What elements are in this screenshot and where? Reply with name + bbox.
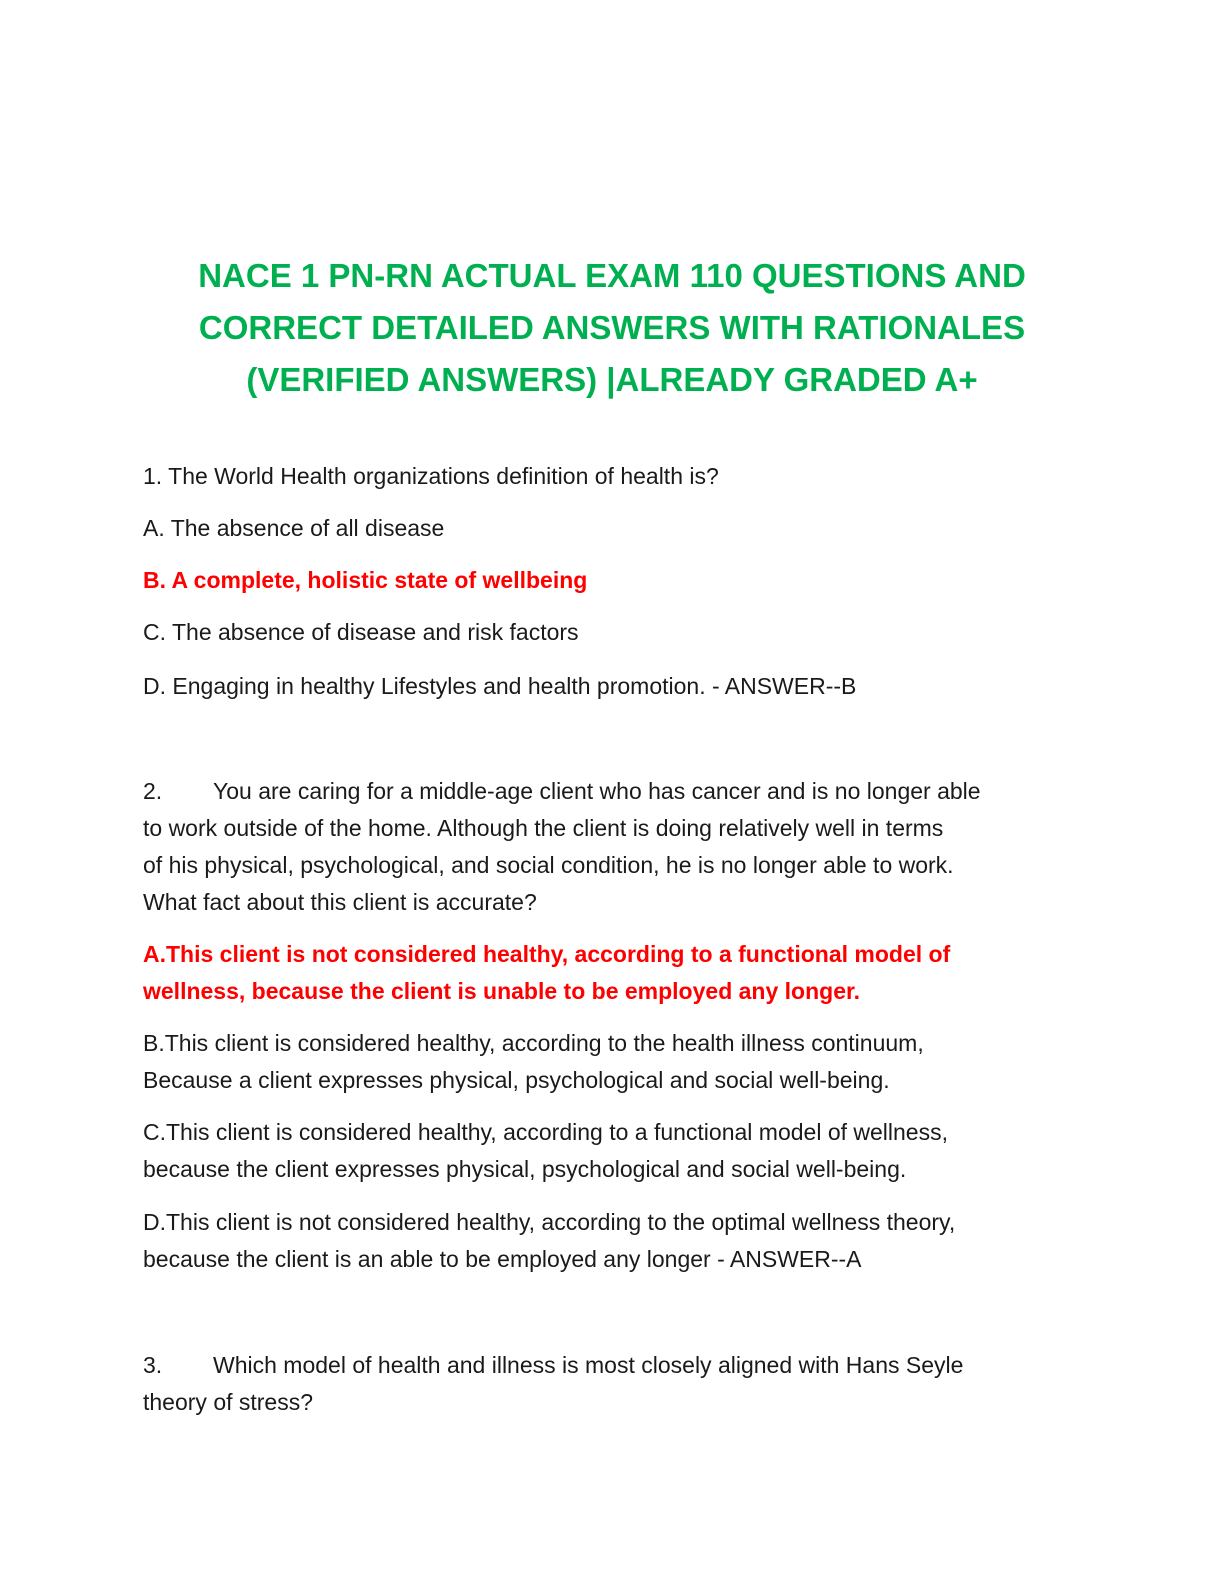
question-1-option-c: C. The absence of disease and risk factors xyxy=(143,619,579,645)
question-3-stem-line: theory of stress? xyxy=(143,1389,314,1415)
title-line: NACE 1 PN-RN ACTUAL EXAM 110 QUESTIONS AND xyxy=(198,257,1026,294)
title-line: (VERIFIED ANSWERS) |ALREADY GRADED A+ xyxy=(246,361,978,398)
question-2-stem-line: What fact about this client is accurate? xyxy=(143,889,537,915)
question-2-option-d: because the client is an able to be employed any longer - ANSWER--A xyxy=(143,1246,862,1272)
question-2-option-b: B.This client is considered healthy, according to the health illness continuum, xyxy=(143,1030,924,1056)
question-2-stem-line: to work outside of the home. Although the client is doing relatively well in terms xyxy=(143,815,944,841)
question-3-stem-line xyxy=(143,1347,963,1384)
document-title xyxy=(120,250,1104,406)
question-3-stem-text: Which model of health and illness is most closely aligned with Hans Seyle xyxy=(213,1352,964,1378)
question-2-option-a-correct: A.This client is not considered healthy, according to a functional model of xyxy=(143,941,951,967)
question-2-stem-line: of his physical, psychological, and social condition, he is no longer able to work. xyxy=(143,852,954,878)
question-1-option-a: A. The absence of all disease xyxy=(143,515,445,541)
question-1-option-b-correct: B. A complete, holistic state of wellbeing xyxy=(143,567,588,593)
question-3-number: 3. xyxy=(143,1352,163,1378)
question-2-option-c: C.This client is considered healthy, according to a functional model of wellness, xyxy=(143,1119,948,1145)
question-1-stem: 1. The World Health organizations definition of health is? xyxy=(143,463,719,489)
question-2-stem-text: You are caring for a middle-age client who has cancer and is no longer able xyxy=(213,778,981,804)
question-2-option-a-correct: wellness, because the client is unable to be employed any longer. xyxy=(143,978,861,1004)
question-1-option-d: D. Engaging in healthy Lifestyles and health promotion. - ANSWER--B xyxy=(143,673,857,699)
question-2-option-d: D.This client is not considered healthy, according to the optimal wellness theory, xyxy=(143,1209,956,1235)
question-2-stem-line xyxy=(143,773,981,810)
question-2-option-b: Because a client expresses physical, psychological and social well-being. xyxy=(143,1067,890,1093)
question-2-option-c: because the client expresses physical, psychological and social well-being. xyxy=(143,1156,907,1182)
question-2-number: 2. xyxy=(143,778,163,804)
title-line: CORRECT DETAILED ANSWERS WITH RATIONALES xyxy=(198,309,1026,346)
